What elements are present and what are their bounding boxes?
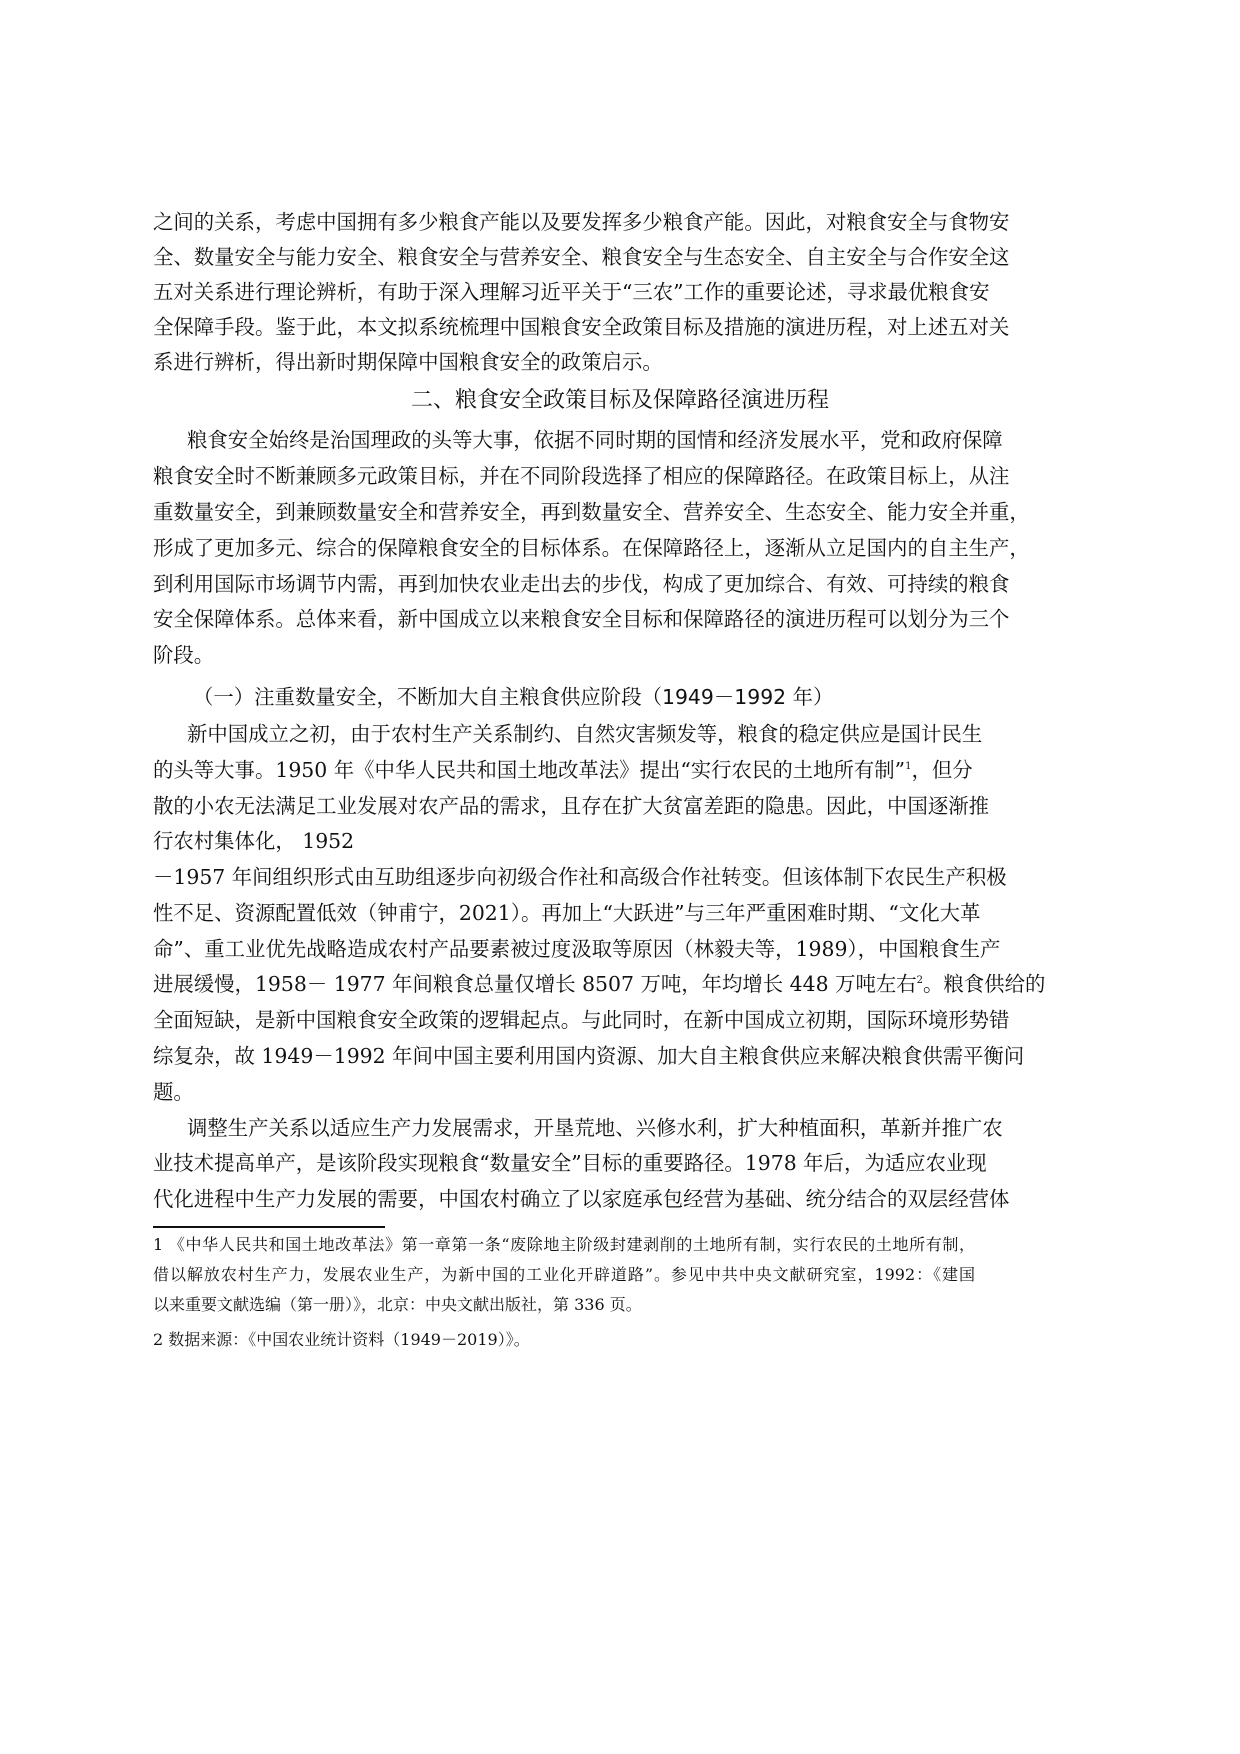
text-line: 之间的关系，考虑中国拥有多少粮食产能以及要发挥多少粮食产能。因此，对粮食安全与食物安: [153, 210, 1010, 234]
text-line: 全保障手段。鉴于此，本文拟系统梳理中国粮食安全政策目标及措施的演进历程，对上述五对关: [153, 315, 1010, 339]
footnote-divider: [153, 1226, 385, 1228]
footnote-1-line: 1 《中华人民共和国土地改革法》第一章第一条“废除地主阶级封建剥削的土地所有制，实行农民的土地所有制，: [153, 1235, 975, 1254]
text-line: 散的小农无法满足工业发展对农产品的需求，且存在扩大贫富差距的隐患。因此，中国逐渐推: [153, 794, 990, 818]
text-line: 系进行辨析，得出新时期保障中国粮食安全的政策启示。: [153, 350, 663, 374]
text-span: ，但分: [911, 758, 973, 782]
text-line: 到利用国际市场调节内需，再到加快农业走出去的步伐，构成了更加综合、有效、可持续的粮食: [153, 572, 1010, 596]
text-line: 业技术提高单产，是该阶段实现粮食“数量安全”目标的重要路径。1978 年后，为适应农业现: [153, 1151, 987, 1175]
text-span: 的头等大事。1950 年《中华人民共和国土地改革法》提出“实行农民的土地所有制”: [153, 758, 906, 782]
footnote-1-line: 以来重要文献选编（第一册）》，北京：中央文献出版社，第 336 页。: [153, 1295, 642, 1314]
subsection-heading: （一）注重数量安全，不断加大自主粮食供应阶段（1949－1992 年）: [193, 685, 834, 709]
text-line: 全面短缺，是新中国粮食安全政策的逻辑起点。与此同时，在新中国成立初期，国际环境形势错: [153, 1008, 1010, 1032]
text-line: [153, 756, 975, 784]
footnote-2: 2 数据来源：《中国农业统计资料（1949－2019）》。: [153, 1330, 530, 1349]
text-line: －1957 年间组织形式由互助组逐步向初级合作社和高级合作社转变。但该体制下农民生产积极: [153, 865, 1007, 889]
text-line: 五对关系进行理论辨析，有助于深入理解习近平关于“三农”工作的重要论述，寻求最优粮食安: [153, 280, 990, 304]
text-line: 阶段。: [153, 643, 215, 667]
text-line: 形成了更加多元、综合的保障粮食安全的目标体系。在保障路径上，逐渐从立足国内的自主生产，: [153, 536, 1030, 560]
text-line: 命”、重工业优先战略造成农村产品要素被过度汲取等原因（林毅夫等，1989），中国粮食生产: [153, 937, 1001, 961]
footnote-1-line: 借以解放农村生产力，发展农业生产，为新中国的工业化开辟道路”。参见中共中央文献研究室，1992：《建国: [153, 1265, 975, 1284]
text-line: 粮食安全时不断兼顾多元政策目标，并在不同阶段选择了相应的保障路径。在政策目标上，从注: [153, 464, 1010, 488]
footnote-ref-1[interactable]: 1: [905, 761, 912, 773]
text-line: 安全保障体系。总体来看，新中国成立以来粮食安全目标和保障路径的演进历程可以划分为三个: [153, 607, 1010, 631]
text-line: 调整生产关系以适应生产力发展需求，开垦荒地、兴修水利，扩大种植面积，革新并推广农: [187, 1116, 1003, 1140]
text-line: 性不足、资源配置低效（钟甫宁，2021）。再加上“大跃进”与三年严重困难时期、“文化大革: [153, 901, 981, 925]
text-span: 进展缓慢，1958－ 1977 年间粮食总量仅增长 8507 万吨，年均增长 448 万吨左右: [153, 972, 917, 996]
text-line: 重数量安全，到兼顾数量安全和营养安全，再到数量安全、营养安全、生态安全、能力安全并重，: [153, 500, 1030, 524]
text-line: 行农村集体化， 1952: [153, 829, 355, 853]
section-heading: 二、粮食安全政策目标及保障路径演进历程: [410, 388, 829, 413]
text-line: 代化进程中生产力发展的需要，中国农村确立了以家庭承包经营为基础、统分结合的双层经营体: [153, 1187, 1010, 1211]
text-line: 题。: [153, 1080, 194, 1104]
text-line: 综复杂，故 1949－1992 年间中国主要利用国内资源、加大自主粮食供应来解决粮食供需平衡问: [153, 1044, 1025, 1068]
text-line: 粮食安全始终是治国理政的头等大事，依据不同时期的国情和经济发展水平，党和政府保障: [187, 428, 1003, 452]
text-span: 。粮食供给的: [923, 972, 1046, 996]
text-line: 新中国成立之初，由于农村生产关系制约、自然灾害频发等，粮食的稳定供应是国计民生: [187, 722, 983, 746]
text-line: 全、数量安全与能力安全、粮食安全与营养安全、粮食安全与生态安全、自主安全与合作安全这: [153, 245, 1010, 269]
text-line: [153, 970, 1046, 998]
footnote-ref-2[interactable]: 2: [916, 975, 924, 987]
